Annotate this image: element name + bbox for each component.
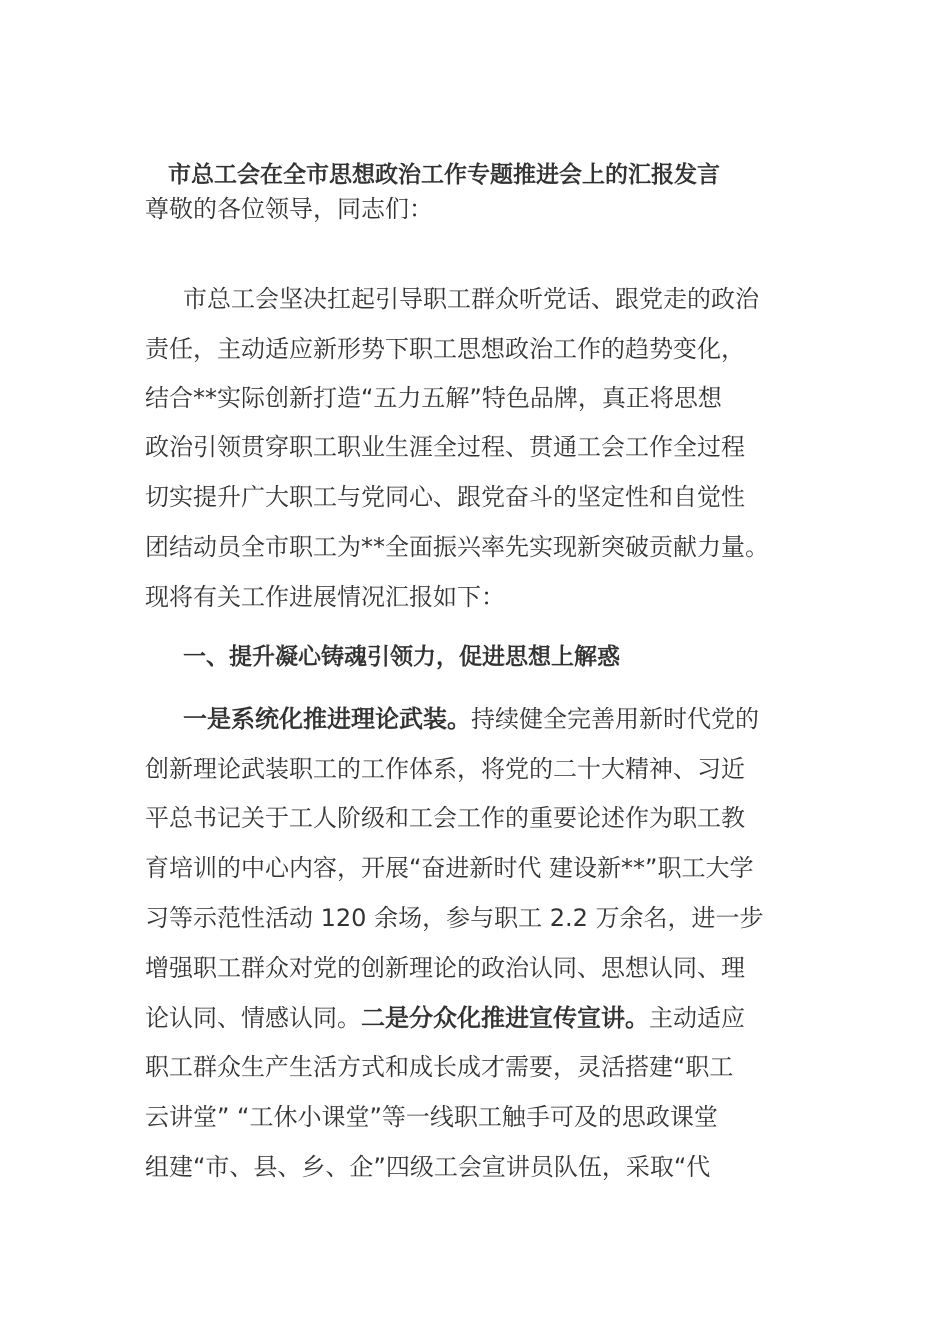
intro-line-1: 市总工会坚决扛起引导职工群众听党话、跟党走的政治 [183,285,759,313]
paragraph-2-line-3: 云讲堂” “工休小课堂”等一线职工触手可及的思政课堂 [145,1103,718,1131]
salutation: 尊敬的各位领导，同志们： [145,195,433,223]
intro-line-3: 结合**实际创新打造“五力五解”特色品牌，真正将思想 [145,384,722,412]
paragraph-1-line-7 [145,1001,745,1035]
paragraph-1-line-3: 平总书记关于工人阶级和工会工作的重要论述作为职工教 [145,804,745,832]
paragraph-1-line-2: 创新理论武装职工的工作体系，将党的二十大精神、习近 [145,755,745,783]
paragraph-2-lead: 二是分众化推进宣传宣讲。 [361,1004,649,1032]
paragraph-1-line-5: 习等示范性活动 120 余场，参与职工 2.2 万余名，进一步 [145,904,764,932]
intro-line-2: 责任，主动适应新形势下职工思想政治工作的趋势变化， [145,335,745,363]
paragraph-1-line-4: 育培训的中心内容，开展“奋进新时代 建设新**”职工大学 [145,854,754,882]
paragraph-1-tail: 论认同、情感认同。 [145,1004,361,1032]
paragraph-1-line-1 [183,702,759,736]
intro-line-5: 切实提升广大职工与党同心、跟党奋斗的坚定性和自觉性 [145,483,745,511]
paragraph-1-line-6: 增强职工群众对党的创新理论的政治认同、思想认同、理 [145,954,745,982]
paragraph-2-lead-rest: 主动适应 [649,1004,745,1032]
paragraph-1-lead-rest: 持续健全完善用新时代党的 [471,705,759,733]
paragraph-2-line-2: 职工群众生产生活方式和成长成才需要，灵活搭建“职工 [145,1053,734,1081]
intro-line-4: 政治引领贯穿职工职业生涯全过程、贯通工会工作全过程 [145,433,745,461]
intro-line-6: 团结动员全市职工为**全面振兴率先实现新突破贡献力量。 [145,533,769,561]
section-heading-1: 一、提升凝心铸魂引领力，促进思想上解惑 [183,644,620,670]
paragraph-1-lead: 一是系统化推进理论武装。 [183,705,471,733]
intro-line-7: 现将有关工作进展情况汇报如下： [145,583,505,611]
paragraph-2-line-4: 组建“市、县、乡、企”四级工会宣讲员队伍，采取“代 [145,1153,711,1181]
document-title: 市总工会在全市思想政治工作专题推进会上的汇报发言 [168,162,720,188]
